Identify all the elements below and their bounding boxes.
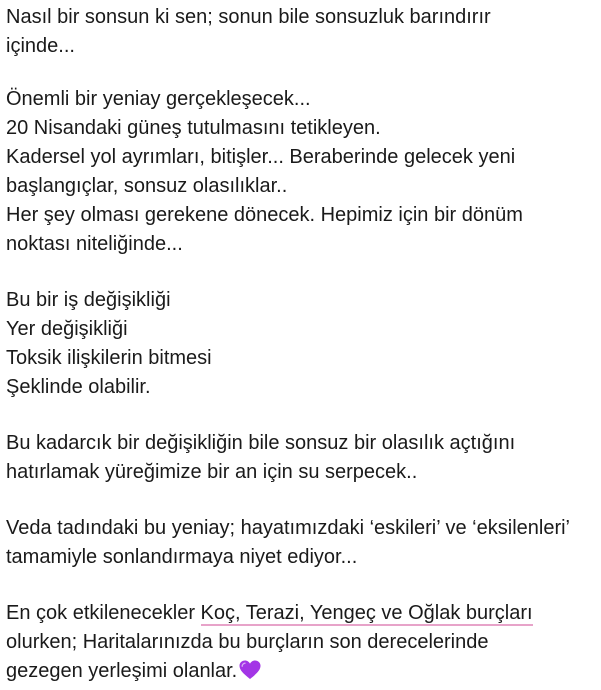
- text-line: hatırlamak yüreğimize bir an için su serpecek..: [6, 461, 418, 483]
- text-line: Bu bir iş değişikliği: [6, 289, 171, 311]
- text-line: Her şey olması gerekene dönecek. Hepimiz için bir dönüm: [6, 204, 523, 226]
- post-text: [6, 3, 598, 686]
- paragraph-2: [6, 85, 598, 259]
- text-line: Kadersel yol ayrımları, bitişler... Beraberinde gelecek yeni: [6, 146, 516, 168]
- text-line: Şeklinde olabilir.: [6, 376, 151, 398]
- text-line: Bu kadarcık bir değişikliğin bile sonsuz bir olasılık açtığını: [6, 432, 516, 454]
- text-line: başlangıçlar, sonsuz olasılıklar..: [6, 175, 288, 197]
- text-line: tamamiyle sonlandırmaya niyet ediyor...: [6, 546, 358, 568]
- text-line: olurken; Haritalarınızda bu burçların son derecelerinde: [6, 631, 489, 653]
- purple-heart-icon: [239, 660, 261, 689]
- text-line: noktası niteliğinde...: [6, 233, 183, 255]
- text-line: [6, 657, 598, 686]
- text-line: Veda tadındaki bu yeniay; hayatımızdaki ‘eskileri’ ve ‘eksilenleri’: [6, 517, 570, 539]
- text-line: Yer değişikliği: [6, 318, 128, 340]
- text-line: Önemli bir yeniay gerçekleşecek...: [6, 88, 311, 110]
- text-line: Nasıl bir sonsun ki sen; sonun bile sonsuzluk barındırır: [6, 6, 491, 28]
- text-span: gezegen yerleşimi olanlar.: [6, 660, 238, 682]
- text-line: Toksik ilişkilerin bitmesi: [6, 347, 212, 369]
- text-line: içinde...: [6, 35, 75, 57]
- text-line: [6, 599, 598, 628]
- paragraph-4: [6, 429, 598, 487]
- paragraph-6: [6, 599, 598, 686]
- paragraph-3: [6, 286, 598, 402]
- text-span: En çok etkilenecekler: [6, 602, 201, 624]
- highlighted-zodiac-signs: Koç, Terazi, Yengeç ve Oğlak burçları: [200, 602, 533, 624]
- paragraph-1: [6, 3, 598, 61]
- text-line: 20 Nisandaki güneş tutulmasını tetikleyen.: [6, 117, 381, 139]
- paragraph-5: [6, 514, 598, 572]
